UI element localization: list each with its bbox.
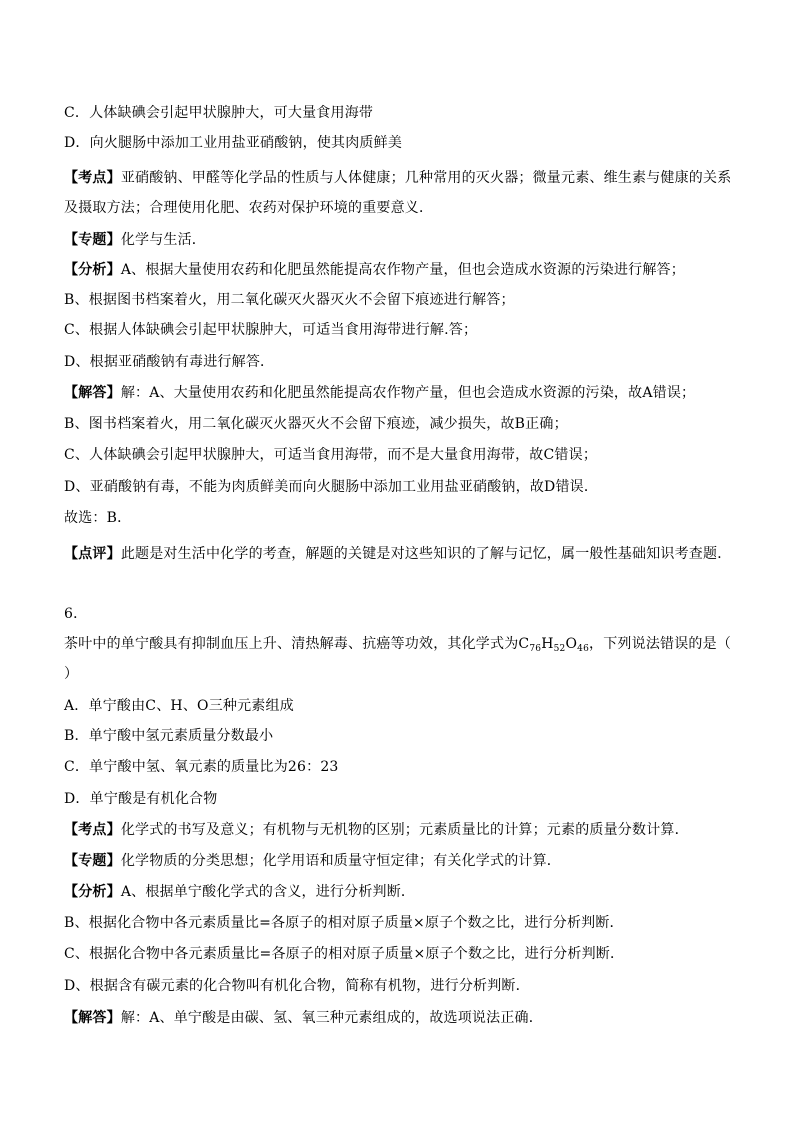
- fenxi-line: [64, 260, 734, 280]
- kaodian-text: 亚硝酸钠、甲醛等化学品的性质与人体健康；几种常用的灭火器；微量元素、维生素与健康的关系及摄取方法；合理使用化肥、农药对保护环境的重要意义．: [64, 170, 732, 216]
- kaodian-tag: 【考点】: [64, 170, 121, 186]
- q6-jieda-text: 解：A、单宁酸是由碳、氢、氧三种元素组成的，故选项说法正确．: [120, 1010, 543, 1026]
- q6-fenxi-line: [64, 882, 734, 902]
- dianping-tag: 【点评】: [64, 546, 121, 562]
- q6-kaodian-line: [64, 820, 734, 840]
- zhuanti-text: 化学与生活．: [120, 232, 207, 248]
- q6-fenxi-b-line: B、根据化合物中各元素质量比=各原子的相对原子质量×原子个数之比，进行分析判断．: [64, 915, 624, 931]
- zhuanti-tag: 【专题】: [64, 232, 121, 248]
- option-d-line: D．向火腿肠中添加工业用盐亚硝酸钠，使其肉质鲜美: [64, 135, 403, 151]
- fenxi-text: A、根据大量使用农药和化肥虽然能提高农作物产量，但也会造成水资源的污染进行解答；: [120, 262, 685, 278]
- q6-fenxi-c-line: C、根据化合物中各元素质量比=各原子的相对原子质量×原子个数之比，进行分析判断．: [64, 946, 625, 962]
- kaodian-line: [64, 163, 734, 223]
- q6-zhuanti-tag: 【专题】: [64, 853, 121, 869]
- jieda-text: 解：A、大量使用农药和化肥虽然能提高农作物产量，但也会造成水资源的污染，故A错误；: [120, 385, 696, 401]
- formula-c-sub: 76: [529, 644, 542, 654]
- dianping-line: [64, 539, 734, 569]
- question-option-a: A．单宁酸由C、H、O三种元素组成: [64, 698, 294, 714]
- formula-h-sub: 52: [553, 644, 566, 654]
- q6-kaodian-text: 化学式的书写及意义；有机物与无机物的区别；元素质量比的计算；元素的质量分数计算．: [120, 822, 689, 838]
- jieda-d-line: D、亚硝酸钠有毒，不能为肉质鲜美而向火腿肠中添加工业用盐亚硝酸钠，故D错误．: [64, 479, 599, 495]
- q6-fenxi-tag: 【分析】: [64, 884, 121, 900]
- jieda-c-line: C、人体缺碘会引起甲状腺肿大，可适当食用海带，而不是大量食用海带，故C错误；: [64, 447, 598, 463]
- question-stem-close: ）: [64, 666, 79, 682]
- fenxi-d-line: D、根据亚硝酸钠有毒进行解答．: [64, 354, 275, 370]
- question-option-b: B．单宁酸中氢元素质量分数最小: [64, 728, 274, 744]
- formula-o: O: [565, 636, 578, 652]
- option-c-line: C．人体缺碘会引起甲状腺肿大，可大量食用海带: [64, 105, 374, 121]
- fenxi-c-line: C、根据人体缺碘会引起甲状腺肿大，可适当食用海带进行解.答；: [64, 322, 478, 338]
- formula-c: C: [518, 636, 530, 652]
- question-option-d: D．单宁酸是有机化合物: [64, 791, 218, 807]
- fenxi-tag: 【分析】: [64, 262, 121, 278]
- q6-fenxi-text: A、根据单宁酸化学式的含义，进行分析判断．: [120, 884, 416, 900]
- jieda-b-line: B、图书档案着火，用二氧化碳灭火器灭火不会留下痕迹，减少损失，故B正确；: [64, 416, 568, 432]
- formula-o-sub: 46: [577, 644, 590, 654]
- q6-zhuanti-line: [64, 851, 734, 871]
- jieda-tag: 【解答】: [64, 385, 121, 401]
- formula-h: H: [541, 636, 554, 652]
- question-number: 6．: [64, 606, 88, 622]
- fenxi-b-line: B、根据图书档案着火，用二氧化碳灭火器灭火不会留下痕迹进行解答；: [64, 292, 515, 308]
- dianping-text: 此题是对生活中化学的考查，解题的关键是对这些知识的了解与记忆，属一般性基础知识考查题．: [120, 546, 732, 562]
- question-option-c: C．单宁酸中氢、氧元素的质量比为26：23: [64, 759, 339, 775]
- zhuanti-line: [64, 230, 734, 250]
- answer-line: 故选：B．: [64, 510, 132, 526]
- q6-kaodian-tag: 【考点】: [64, 822, 121, 838]
- question-stem-b: ，下列说法错误的是（: [589, 636, 732, 652]
- jieda-line: [64, 383, 734, 403]
- q6-jieda-line: [64, 1008, 734, 1028]
- q6-jieda-tag: 【解答】: [64, 1010, 121, 1026]
- question-stem: [64, 634, 734, 659]
- question-stem-a: 茶叶中的单宁酸具有抑制血压上升、清热解毒、抗癌等功效，其化学式为: [64, 636, 519, 652]
- q6-fenxi-d-line: D、根据含有碳元素的化合物叫有机化合物，简称有机物，进行分析判断．: [64, 978, 530, 994]
- q6-zhuanti-text: 化学物质的分类思想；化学用语和质量守恒定律；有关化学式的计算．: [120, 853, 562, 869]
